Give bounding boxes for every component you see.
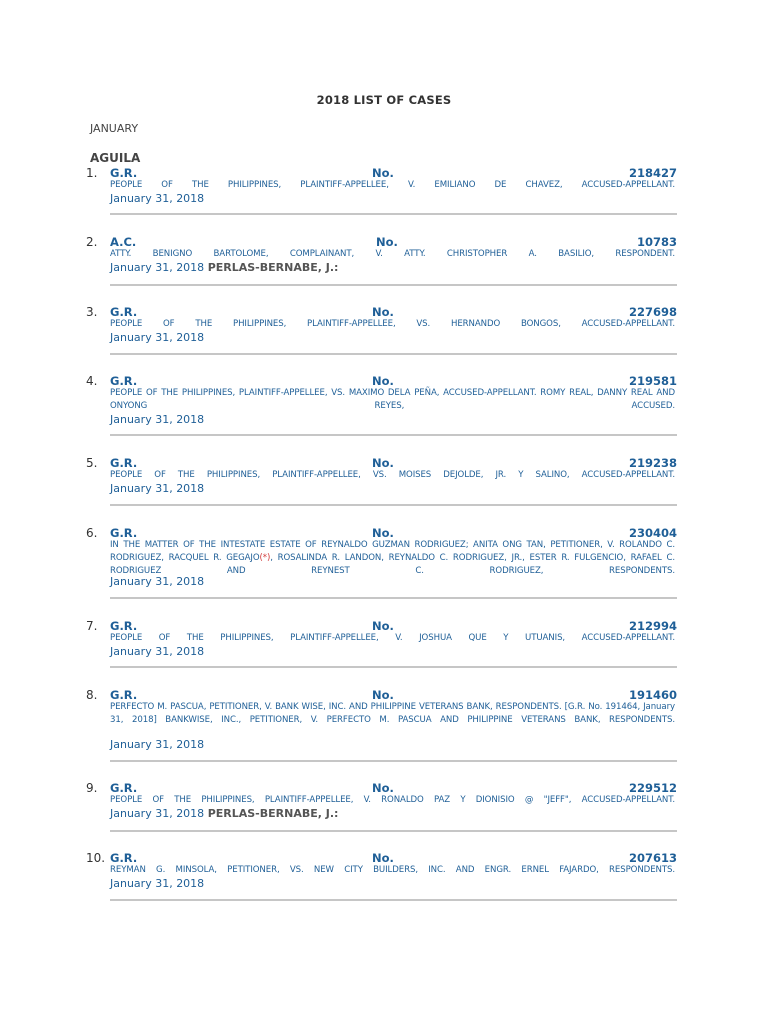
divider	[110, 830, 677, 832]
case-title[interactable]: PEOPLE OF THE PHILIPPINES, PLAINTIFF-APPELLEE, VS. MAXIMO DELA PEÑA, ACCUSED-APPELLANT. ROMY REAL, DANNY REAL AND ONYONG REYES, ACCUSED.	[110, 388, 675, 411]
case-type: G.R.	[110, 305, 138, 319]
case-title[interactable]: PEOPLE OF THE PHILIPPINES, PLAINTIFF-APPELLEE, V. EMILIANO DE CHAVEZ, ACCUSED-APPELLANT.	[110, 180, 675, 190]
case-type: G.R.	[110, 688, 138, 702]
case-type: G.R.	[110, 166, 138, 180]
case-date: January 31, 2018	[110, 192, 205, 205]
case-title[interactable]: REYMAN G. MINSOLA, PETITIONER, VS. NEW CITY BUILDERS, INC. AND ENGR. ERNEL FAJARDO, RESPONDENTS.	[110, 865, 675, 875]
case-id: 218427	[628, 166, 677, 180]
case-date: January 31, 2018	[110, 261, 205, 274]
case-date: January 31, 2018	[110, 738, 205, 751]
case-number: 2.	[86, 235, 98, 249]
case-id: 10783	[636, 235, 677, 249]
case-type: G.R.	[110, 456, 138, 470]
case-no-label: No.	[372, 456, 394, 470]
case-no-label: No.	[372, 166, 394, 180]
case-date-line	[110, 192, 204, 205]
case-type: G.R.	[110, 851, 138, 865]
case-no-label: No.	[372, 851, 394, 865]
case-no-label: No.	[372, 688, 394, 702]
case-no-label: No.	[372, 526, 394, 540]
case-number: 5.	[86, 456, 98, 470]
divider	[110, 213, 677, 215]
case-number: 3.	[86, 305, 98, 319]
case-type: G.R.	[110, 526, 138, 540]
page-title: 2018 LIST OF CASES	[316, 93, 452, 107]
case-date: January 31, 2018	[110, 482, 205, 495]
divider	[110, 504, 677, 506]
case-header-link[interactable]	[110, 374, 677, 388]
divider	[110, 597, 677, 599]
divider	[110, 434, 677, 436]
case-no-label: No.	[372, 619, 394, 633]
case-type: G.R.	[110, 374, 138, 388]
case-date-line	[110, 807, 338, 820]
case-id: 227698	[628, 305, 677, 319]
case-title[interactable]: PERFECTO M. PASCUA, PETITIONER, V. BANK WISE, INC. AND PHILIPPINE VETERANS BANK, RESPONDENTS. [G.R. No. 191464, January 31, 2018] BANKWISE, INC., PETITIONER, V. PERFECTO M. PASCUA AND PHILIPPINE VETERANS BANK, RESPONDENTS.	[110, 702, 675, 725]
case-number: 10.	[86, 851, 106, 865]
case-title-part: , ROSALINDA R. LANDON, REYNALDO C. RODRIGUEZ, JR., ESTER R. FULGENCIO, RAFAEL C. RODRIGUEZ AND REYNEST C. RODRIGUEZ, RESPONDENTS.	[110, 553, 675, 576]
case-number: 8.	[86, 688, 98, 702]
case-header-link[interactable]	[110, 851, 677, 865]
case-date-line	[110, 261, 338, 274]
case-no-label: No.	[372, 305, 394, 319]
case-header-link[interactable]	[110, 166, 677, 180]
case-id: 229512	[628, 781, 677, 795]
case-header-link[interactable]	[110, 526, 677, 540]
case-date: January 31, 2018	[110, 645, 205, 658]
case-date: January 31, 2018	[110, 877, 205, 890]
divider	[110, 666, 677, 668]
case-no-label: No.	[376, 235, 398, 249]
case-date-line	[110, 413, 204, 426]
case-number: 9.	[86, 781, 98, 795]
case-no-label: No.	[372, 781, 394, 795]
case-type: A.C.	[110, 235, 137, 249]
case-title-part: IN THE MATTER OF THE INTESTATE ESTATE OF REYNALDO GUZMAN RODRIGUEZ; ANITA ONG TAN, PETITIONER, V. ROLANDO C. RODRIGUEZ, RACQUEL R. GEGAJO	[110, 540, 675, 563]
case-title[interactable]: PEOPLE OF THE PHILIPPINES, PLAINTIFF-APPELLEE, VS. HERNANDO BONGOS, ACCUSED-APPELLANT.	[110, 319, 675, 329]
case-header-link[interactable]	[110, 456, 677, 470]
case-date-line	[110, 645, 204, 658]
case-title[interactable]: ATTY. BENIGNO BARTOLOME, COMPLAINANT, V. ATTY. CHRISTOPHER A. BASILIO, RESPONDENT.	[110, 249, 675, 259]
case-date: January 31, 2018	[110, 575, 205, 588]
case-number: 7.	[86, 619, 98, 633]
case-number: 4.	[86, 374, 98, 388]
case-header-link[interactable]	[110, 781, 677, 795]
divider	[110, 760, 677, 762]
ponente: PERLAS-BERNABE, J.:	[207, 261, 339, 274]
case-id: 207613	[628, 851, 677, 865]
case-header-link[interactable]	[110, 235, 677, 249]
justice-heading: AGUILA	[90, 151, 141, 165]
footnote-mark[interactable]: (*)	[259, 553, 271, 563]
case-title[interactable]: PEOPLE OF THE PHILIPPINES, PLAINTIFF-APPELLEE, V. JOSHUA QUE Y UTUANIS, ACCUSED-APPELLANT.	[110, 633, 675, 643]
divider	[110, 899, 677, 901]
case-header-link[interactable]	[110, 688, 677, 702]
case-title[interactable]: PEOPLE OF THE PHILIPPINES, PLAINTIFF-APPELLEE, VS. MOISES DEJOLDE, JR. Y SALINO, ACCUSED-APPELLANT.	[110, 470, 675, 480]
case-title[interactable]	[110, 539, 675, 578]
case-id: 230404	[628, 526, 677, 540]
case-date-line	[110, 482, 204, 495]
case-type: G.R.	[110, 619, 138, 633]
case-date: January 31, 2018	[110, 413, 205, 426]
case-date: January 31, 2018	[110, 807, 205, 820]
case-id: 219581	[628, 374, 677, 388]
case-header-link[interactable]	[110, 305, 677, 319]
case-header-link[interactable]	[110, 619, 677, 633]
case-date-line	[110, 738, 204, 751]
divider	[110, 353, 677, 355]
case-date-line	[110, 877, 204, 890]
ponente: PERLAS-BERNABE, J.:	[207, 807, 339, 820]
case-type: G.R.	[110, 781, 138, 795]
month-heading: JANUARY	[90, 122, 139, 135]
case-id: 191460	[628, 688, 677, 702]
case-no-label: No.	[372, 374, 394, 388]
case-date-line	[110, 575, 204, 588]
case-number: 6.	[86, 526, 98, 540]
divider	[110, 284, 677, 286]
case-id: 219238	[628, 456, 677, 470]
case-date: January 31, 2018	[110, 331, 205, 344]
case-number: 1.	[86, 166, 98, 180]
case-id: 212994	[628, 619, 677, 633]
case-title[interactable]: PEOPLE OF THE PHILIPPINES, PLAINTIFF-APPELLEE, V. RONALDO PAZ Y DIONISIO @ "JEFF", ACCUSED-APPELLANT.	[110, 795, 675, 805]
case-date-line	[110, 331, 204, 344]
